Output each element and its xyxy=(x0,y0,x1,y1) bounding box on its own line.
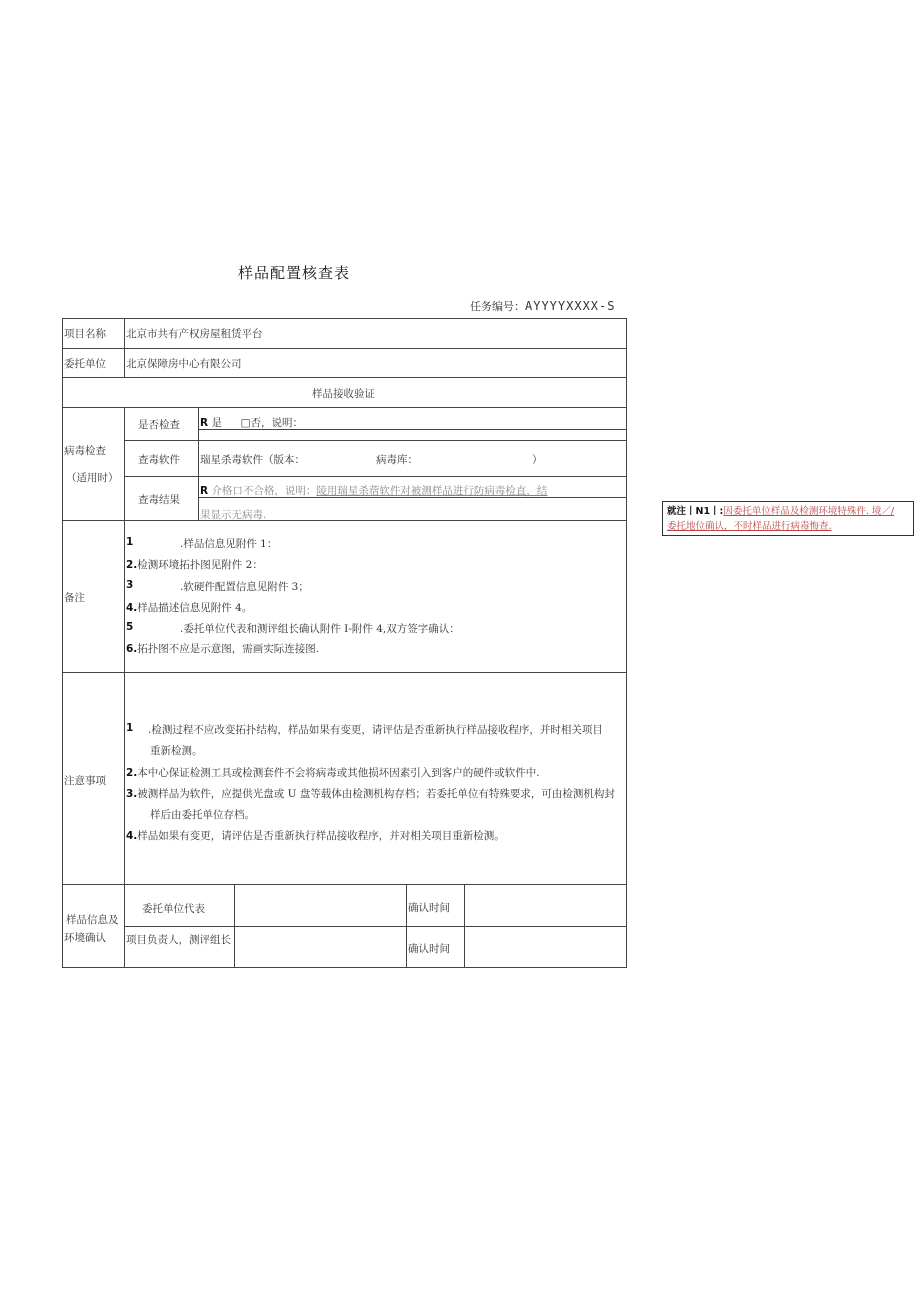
side-comment xyxy=(662,501,914,536)
client-label: 委托单位 xyxy=(64,358,106,370)
note-item-1: 1 xyxy=(126,722,134,734)
remark-item-6: 6.拓扑图不应是示意图，需画实际连接图. xyxy=(126,643,320,655)
scan-result-line2: 果显示无病毒. xyxy=(200,509,267,521)
side-comment-line1: 因委托单位样品及检测环境特殊件. 境／/ xyxy=(723,506,895,517)
scan-result-explanation: 陵用瑞星杀蓿软件对被测样品进行防病毒检直，结 xyxy=(316,485,548,497)
notes-label: 注意事项 xyxy=(64,775,106,787)
remark-item-2: 2.检测环境拓扑图见附件 2： xyxy=(126,559,263,571)
check-performed-label: 是否检查 xyxy=(138,419,180,431)
virus-db-close: ） xyxy=(532,454,543,466)
scan-result-line1 xyxy=(200,483,547,498)
antivirus-software-label: 查毒软件 xyxy=(138,454,180,466)
virus-check-label-sub: （适用时） xyxy=(66,472,119,484)
note-item-1-line2: 重新检测。 xyxy=(150,745,203,757)
check-no-label: □否，说明： xyxy=(240,417,304,429)
remark-item-1-text: .样品信息见附件 1： xyxy=(180,538,278,550)
confirm-label: 样品信息及 xyxy=(66,914,119,926)
remark-item-5: 5 xyxy=(126,621,134,633)
project-name-label: 项目名称 xyxy=(64,328,106,340)
note-item-2: 2.本中心保证检测工具或检测套件不会将病毒或其他损坏因素引入到客户的硬件或软件中. xyxy=(126,767,540,779)
check-yes-mark: R xyxy=(200,417,209,429)
project-name-value: 北京市共有产权房屋租赁平台 xyxy=(126,328,263,340)
antivirus-software-value: 瑞星杀毒软件（版本： xyxy=(200,454,305,466)
project-lead-label: 项目负责人，测评组长 xyxy=(126,934,231,946)
scan-result-mark: R xyxy=(200,485,209,497)
task-number-label: 任务编号： xyxy=(470,300,525,313)
client-value: 北京保障房中心有限公司 xyxy=(126,358,242,370)
confirm-label-sub: 环境确认 xyxy=(64,932,106,944)
side-comment-prefix: 就注丨N1丨: xyxy=(667,506,724,517)
confirm-time-label-2: 确认时间 xyxy=(408,943,450,955)
scan-result-label: 查毒结果 xyxy=(138,494,180,506)
note-item-4: 4.样品如果有变更，请评估是否重新执行样品接收程序，并对相关项目重新检测。 xyxy=(126,830,505,842)
scan-result-options: 介格口不合格，说明： xyxy=(211,485,317,497)
remark-item-5-text: .委托单位代表和测评组长确认附件 I-附件 4,双方签字确认： xyxy=(180,623,460,635)
check-performed-options xyxy=(200,415,303,430)
client-rep-label: 委托单位代表 xyxy=(142,903,205,915)
virus-db-label: 病毒库： xyxy=(376,454,418,466)
document-title: 样品配置核查表 xyxy=(238,264,351,282)
side-comment-line2: 委托地位确认，不时样品进行病毒悔查. xyxy=(667,521,832,532)
note-item-1-line1: .检测过程不应改变拓扑结构，样品如果有变更，请评估是否重新执行样品接收程序，并时相关项目 xyxy=(148,724,603,736)
note-item-3: 3.被测样品为软件，应提供光盘或 U 盘等载体由检测机构存档；若委托单位有特殊要求，可由检测机构封 xyxy=(126,788,615,800)
remark-item-4: 4.样品描述信息见附件 4。 xyxy=(126,602,253,614)
remark-item-3-text: .软硬件配置信息见附件 3； xyxy=(180,581,309,593)
remarks-label: 备注 xyxy=(64,592,85,604)
check-yes-label: 是 xyxy=(211,417,222,429)
confirm-time-label-1: 确认时间 xyxy=(408,902,450,914)
remark-item-3: 3 xyxy=(126,579,134,591)
verify-header: 样品接收验证 xyxy=(312,388,375,400)
virus-check-label: 病毒检查 xyxy=(64,445,106,457)
note-item-3-line2: 样后由委托单位存档。 xyxy=(150,809,255,821)
task-number-code: AYYYYXXXX-S xyxy=(525,299,616,313)
remark-item-1: 1 xyxy=(126,536,134,548)
task-number xyxy=(470,298,615,314)
